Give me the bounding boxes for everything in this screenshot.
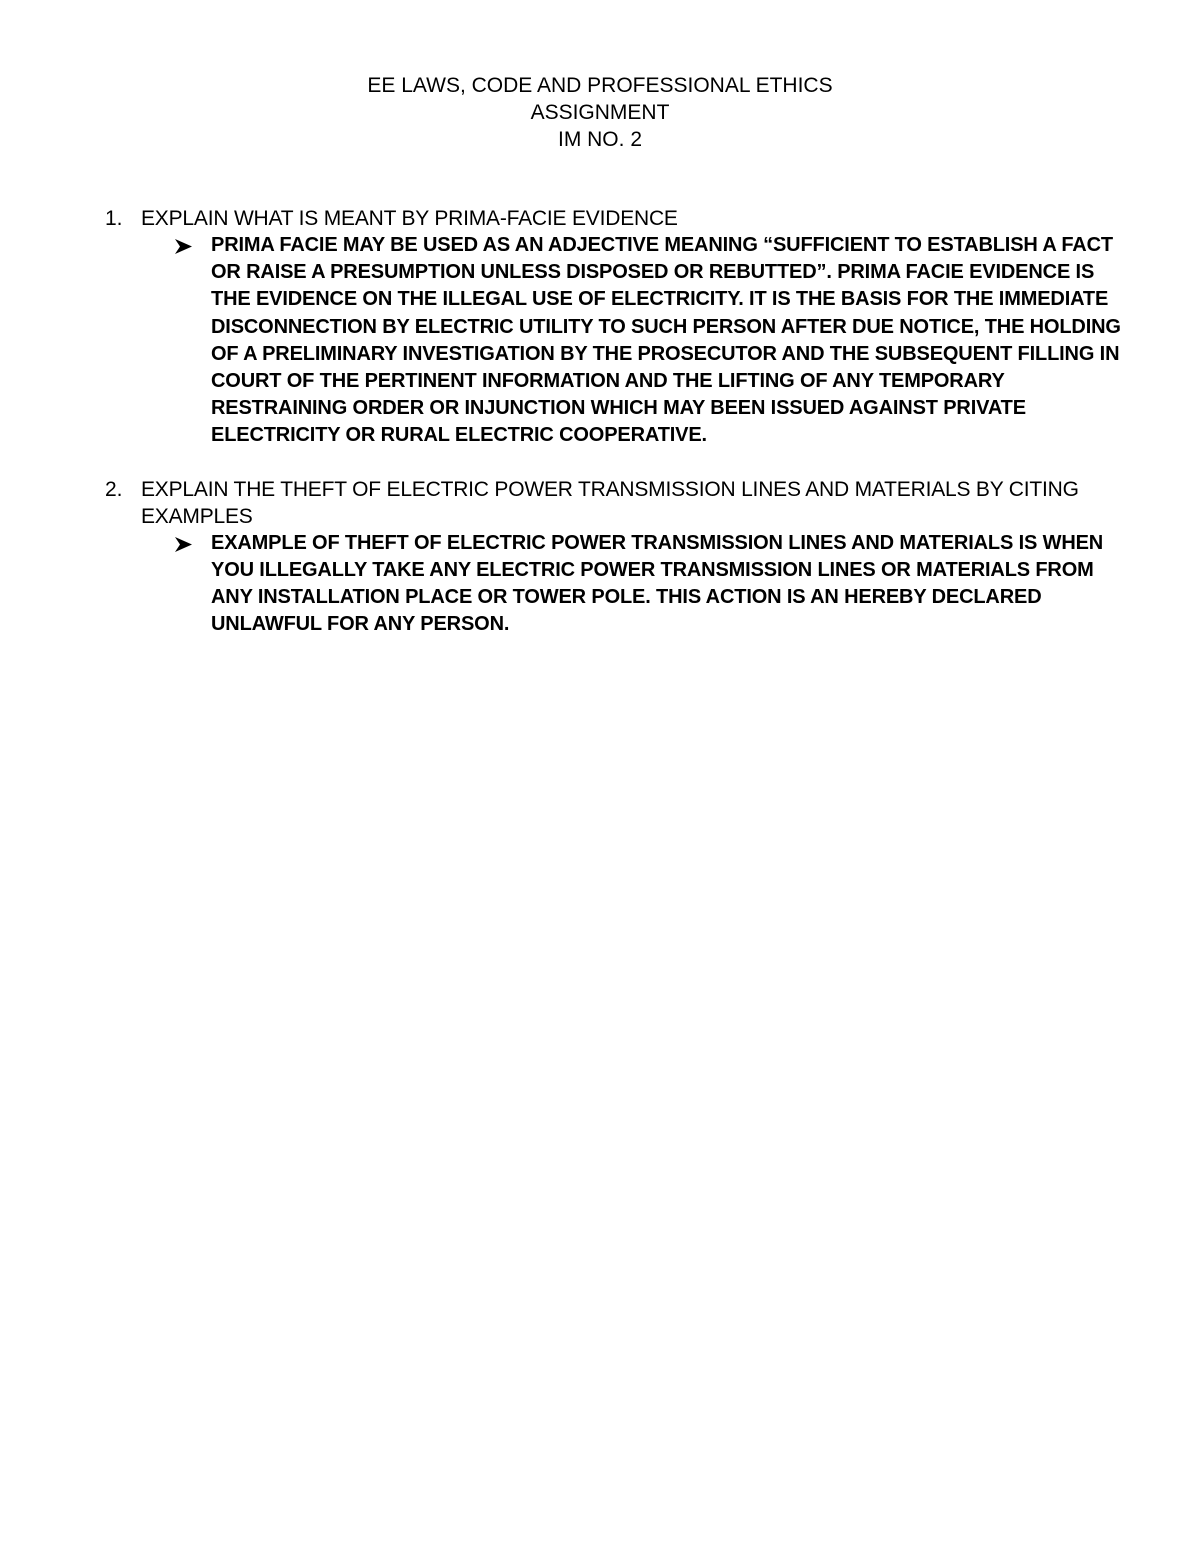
question-item-2 bbox=[105, 476, 1135, 639]
question-number: 2. bbox=[105, 477, 123, 501]
assignment-label: ASSIGNMENT bbox=[530, 101, 670, 124]
question-item-1 bbox=[105, 205, 1135, 450]
answer-text: EXAMPLE OF THEFT OF ELECTRIC POWER TRANSMISSION LINES AND MATERIALS IS WHEN YOU ILLEGALLY TAKE ANY ELECTRIC POWER TRANSMISSION LINES OR MATERIALS FROM ANY INSTALLATION PLACE OR TOWER POLE. THIS ACTION IS AN HEREBY DECLARED UNLAWFUL FOR ANY PERSON. bbox=[211, 531, 1104, 636]
answer-text: PRIMA FACIE MAY BE USED AS AN ADJECTIVE MEANING “SUFFICIENT TO ESTABLISH A FACT OR RAISE A PRESUMPTION UNLESS DISPOSED OR REBUTTED”. PRIMA FACIE EVIDENCE IS THE EVIDENCE ON THE ILLEGAL USE OF ELECTRICITY. IT IS THE BASIS FOR THE IMMEDIATE DISCONNECTION BY ELECTRIC UTILITY TO SUCH PERSON AFTER DUE NOTICE, THE HOLDING OF A PRELIMINARY INVESTIGATION BY THE PROSECUTOR AND THE SUBSEQUENT FILLING IN COURT OF THE PERTINENT INFORMATION AND THE LIFTING OF ANY TEMPORARY RESTRAINING ORDER OR INJUNCTION WHICH MAY BEEN ISSUED AGAINST PRIVATE ELECTRICITY OR RURAL ELECTRIC COOPERATIVE. bbox=[211, 234, 1121, 447]
answer-item bbox=[175, 530, 1135, 639]
document-header bbox=[0, 72, 1200, 153]
question-list bbox=[105, 205, 1135, 664]
question-prompt: EXPLAIN WHAT IS MEANT BY PRIMA-FACIE EVIDENCE bbox=[141, 207, 678, 230]
arrowhead-bullet-icon bbox=[175, 530, 211, 557]
im-number: IM NO. 2 bbox=[557, 128, 642, 151]
question-prompt: EXPLAIN THE THEFT OF ELECTRIC POWER TRANSMISSION LINES AND MATERIALS BY CITING EXAMPLES bbox=[141, 477, 1079, 528]
arrowhead-bullet-icon bbox=[175, 232, 211, 259]
question-number: 1. bbox=[105, 207, 123, 230]
course-title: EE LAWS, CODE AND PROFESSIONAL ETHICS bbox=[367, 74, 833, 97]
answer-item bbox=[175, 232, 1135, 450]
